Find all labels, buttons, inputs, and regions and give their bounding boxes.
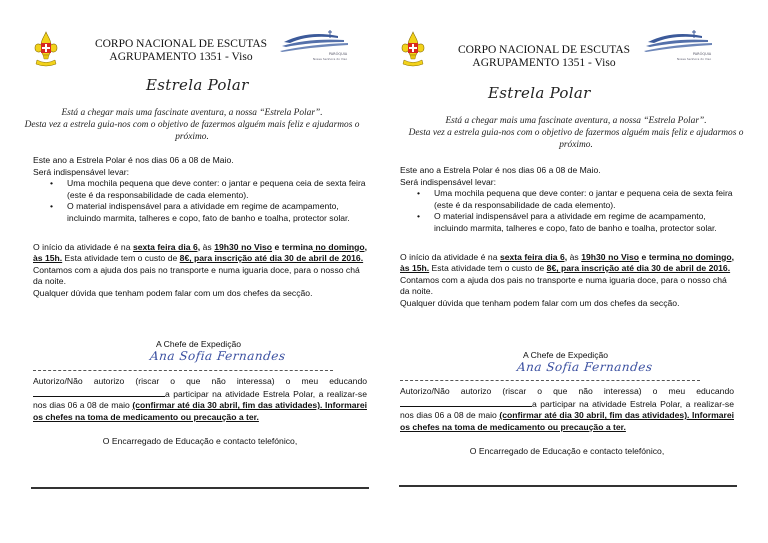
parish-caption-1: PARÓQUIA bbox=[692, 52, 712, 56]
intro-line-2: Desta vez a estrela guia-nos com o objetivo de fazermos alguém mais feliz e ajudarmos o próximo. bbox=[408, 127, 744, 150]
intro-text bbox=[16, 108, 368, 143]
parish-caption-2: Nossa Senhora do Viso bbox=[312, 57, 348, 61]
bullet-icon: • bbox=[50, 178, 54, 189]
list-item: • Uma mochila pequena que deve conter: o jantar e pequena ceia de sexta feira (este é da responsabilidade de cada elemento). bbox=[417, 188, 733, 210]
parish-logo-icon bbox=[642, 28, 718, 66]
list-item: • Uma mochila pequena que deve conter: o jantar e pequena ceia de sexta feira (este é da responsabilidade de cada elemento). bbox=[50, 178, 366, 200]
bring-label: Será indispensável levar: bbox=[33, 166, 130, 177]
parish-logo-icon bbox=[278, 28, 354, 66]
signature: Ana Sofia Fernandes bbox=[516, 360, 654, 374]
authorization-text: Autorizo/Não autorizo (riscar o que não interessa) o meu educando a participar na atividade Estrela Polar, a realizar-se nos dias 06 a 08 de maio (confirmar até dia 30 abril, fim das atividades). Informarei os chefes na toma de medicamento ou precaução a ter. bbox=[33, 376, 367, 422]
guardian-signature-line[interactable] bbox=[399, 485, 737, 487]
guardian-signature-line[interactable] bbox=[31, 487, 369, 489]
bullet-icon: • bbox=[50, 201, 54, 212]
items-list bbox=[400, 188, 734, 234]
signer-role: A Chefe de Expedição bbox=[523, 350, 609, 360]
cut-line bbox=[33, 370, 333, 371]
parish-caption-2: Nossa Senhora do Viso bbox=[676, 57, 712, 61]
student-name-field[interactable] bbox=[33, 388, 165, 397]
cut-line bbox=[400, 380, 700, 381]
org-line-2: AGRUPAMENTO 1351 - Viso bbox=[109, 51, 253, 63]
scout-emblem-icon bbox=[401, 31, 425, 69]
bullet-icon: • bbox=[417, 211, 421, 222]
dates-text: Este ano a Estrela Polar é nos dias 06 a 08 de Maio. bbox=[33, 155, 234, 165]
help-text: Contamos com a ajuda dos pais no transporte e numa iguaria doce, para o nosso chá da noite. bbox=[400, 274, 727, 297]
items-list bbox=[33, 178, 367, 224]
guardian-label: O Encarregado de Educação e contacto telefónico, bbox=[469, 446, 665, 456]
bullet-icon: • bbox=[417, 188, 421, 199]
flyer-title: Estrela Polar bbox=[488, 84, 591, 102]
intro-line-2: Desta vez a estrela guia-nos com o objetivo de fazermos alguém mais feliz e ajudarmos o próximo. bbox=[24, 119, 360, 142]
flyer-title: Estrela Polar bbox=[146, 76, 249, 94]
scout-emblem-icon bbox=[34, 31, 58, 69]
list-item: • O material indispensável para a atividade em regime de acampamento, incluindo marmita, talheres e copo, fato de banho e toalha, protector solar. bbox=[50, 201, 350, 223]
questions-text: Qualquer dúvida que tenham podem falar com um dos chefes da secção. bbox=[33, 287, 313, 298]
authorization-text: Autorizo/Não autorizo (riscar o que não interessa) o meu educando a participar na atividade Estrela Polar, a realizar-se nos dias 06 a 08 de maio (confirmar até dia 30 abril, fim das atividades). Informarei os chefes na toma de medicamento ou precaução a ter. bbox=[400, 386, 734, 432]
help-text: Contamos com a ajuda dos pais no transporte e numa iguaria doce, para o nosso chá da noite. bbox=[33, 264, 360, 287]
org-line-1: CORPO NACIONAL DE ESCUTAS bbox=[94, 38, 268, 50]
questions-text: Qualquer dúvida que tenham podem falar com um dos chefes da secção. bbox=[400, 297, 680, 308]
dates-text: Este ano a Estrela Polar é nos dias 06 a 08 de Maio. bbox=[400, 165, 601, 175]
organization-name bbox=[81, 38, 281, 64]
signature: Ana Sofia Fernandes bbox=[149, 349, 287, 363]
organization-name bbox=[444, 44, 644, 70]
intro-line-1: Está a chegar mais uma fascinate aventura, a nossa “Estrela Polar”. bbox=[61, 108, 323, 118]
org-line-2: AGRUPAMENTO 1351 - Viso bbox=[472, 57, 616, 69]
start-paragraph: O início da atividade é na sexta feira dia 6, às 19h30 no Viso e termina no domingo, às 15h. Esta atividade tem o custo de 8€, para inscrição até dia 30 de abril de 2016. bbox=[400, 251, 734, 274]
body-text bbox=[33, 155, 367, 300]
parish-caption-1: PARÓQUIA bbox=[328, 52, 348, 56]
signer-role: A Chefe de Expedição bbox=[156, 339, 242, 349]
flyer-copy-right bbox=[384, 0, 768, 543]
intro-text bbox=[400, 116, 752, 151]
start-paragraph: O início da atividade é na sexta feira dia 6, às 19h30 no Viso e termina no domingo, às 15h. Esta atividade tem o custo de 8€, para inscrição até dia 30 de abril de 2016. bbox=[33, 241, 367, 264]
guardian-label: O Encarregado de Educação e contacto telefónico, bbox=[102, 436, 298, 446]
list-item: • O material indispensável para a atividade em regime de acampamento, incluindo marmita, talheres e copo, fato de banho e toalha, protector solar. bbox=[417, 211, 717, 233]
student-name-field[interactable] bbox=[400, 398, 532, 407]
intro-line-1: Está a chegar mais uma fascinate aventura, a nossa “Estrela Polar”. bbox=[445, 116, 707, 126]
bring-label: Será indispensável levar: bbox=[400, 176, 497, 187]
org-line-1: CORPO NACIONAL DE ESCUTAS bbox=[457, 44, 631, 56]
body-text bbox=[400, 165, 734, 310]
